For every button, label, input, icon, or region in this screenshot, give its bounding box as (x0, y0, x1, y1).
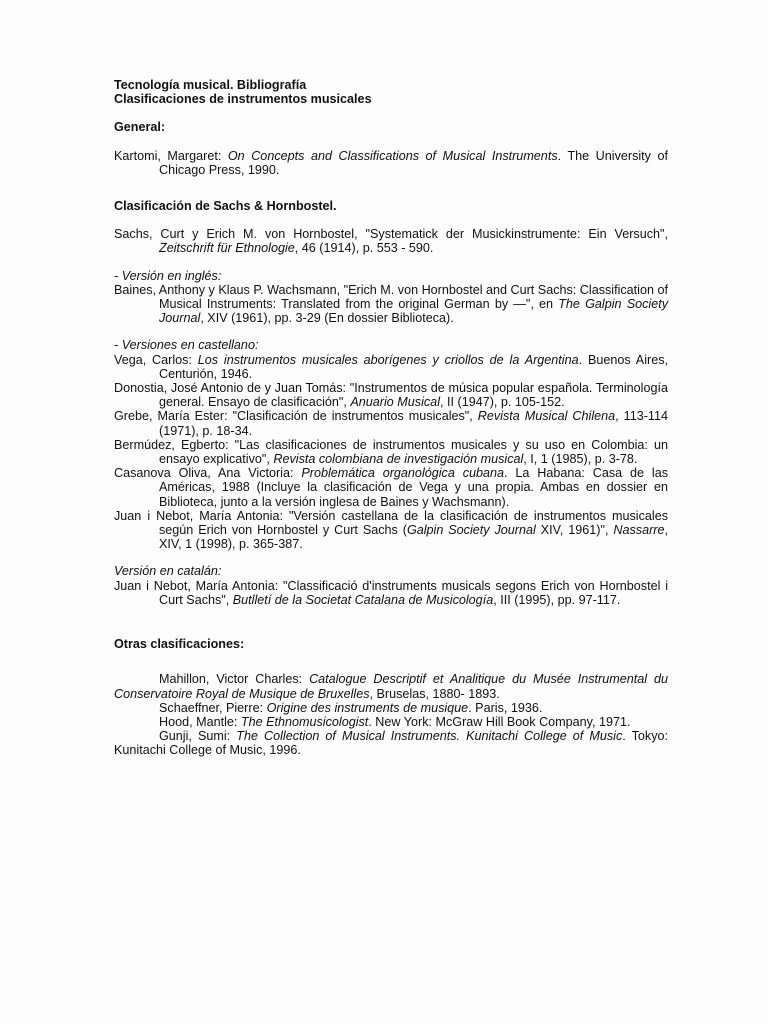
bibliography-entry-bermudez: Bermúdez, Egberto: "Las clasificaciones de instrumentos musicales y su uso en Colombia: un ensayo explicativo", Revista colombiana de investigación musical, I, 1 (1985), p. 3-78. (114, 437, 668, 467)
bibliography-entry-gunji: Gunji, Sumi: The Collection of Musical Instruments. Kunitachi College of Music. Tokyo: Kunitachi College of Music, 1996. (114, 729, 668, 758)
bibliography-entry-schaeffner: Schaeffner, Pierre: Origine des instruments de musique. Paris, 1936. (159, 700, 543, 715)
bibliography-entry-juan-nebot-castellano: Juan i Nebot, María Antonia: "Versión castellana de la clasificación de instrumentos musicales según Erich von Hornbostel y Curt Sachs (Galpin Society Journal XIV, 1961)", Nassarre, XIV, 1 (1998), p. 365-387. (114, 508, 668, 552)
section-heading-otras: Otras clasificaciones: (114, 637, 245, 652)
subsection-label-english: - Versión en inglés: (114, 268, 222, 283)
bibliography-entry-baines: Baines, Anthony y Klaus P. Wachsmann, "Erich M. von Hornbostel and Curt Sachs: Classification of Musical Instruments: Translated from the original German by —", en The Galpin Society Journal, XIV (1961), pp. 3-29 (En dossier Biblioteca). (114, 282, 668, 326)
section-heading-sachs-hornbostel: Clasificación de Sachs & Hornbostel. (114, 199, 337, 214)
subsection-label-catalan: Versión en catalán: (114, 564, 222, 579)
bibliography-entry-vega: Vega, Carlos: Los instrumentos musicales aborígenes y criollos de la Argentina. Buenos Aires, Centurión, 1946. (114, 352, 668, 381)
bibliography-entry-juan-nebot-catalan: Juan i Nebot, María Antonia: "Classificació d'instruments musicals segons Erich von Hornbostel i Curt Sachs", Butlletí de la Societat Catalana de Musicología, III (1995), pp. 97-117. (114, 578, 668, 607)
document-title: Tecnología musical. Bibliografía (114, 78, 307, 92)
section-heading-general: General: (114, 120, 166, 135)
document-subtitle: Clasificaciones de instrumentos musicales (114, 92, 372, 107)
bibliography-entry-sachs-original: Sachs, Curt y Erich M. von Hornbostel, "Systematick der Musickinstrumente: Ein Versuch", Zeitschrift für Ethnologie, 46 (1914), p. 553 - 590. (114, 227, 668, 256)
subsection-label-castellano: - Versiones en castellano: (114, 338, 259, 353)
bibliography-entry-mahillon: Mahillon, Victor Charles: Catalogue Descriptif et Analitique du Musée Instrumental du Conservatoire Royal de Musique de Bruxelles, Bruselas, 1880- 1893. (114, 672, 668, 701)
bibliography-entry-hood: Hood, Mantle: The Ethnomusicologist. New York: McGraw Hill Book Company, 1971. (159, 714, 631, 729)
bibliography-entry-grebe: Grebe, María Ester: "Clasificación de instrumentos musicales", Revista Musical Chilena, 113-114 (1971), p. 18-34. (114, 409, 668, 438)
bibliography-entry-kartomi: Kartomi, Margaret: On Concepts and Classifications of Musical Instruments. The University of Chicago Press, 1990. (114, 148, 669, 177)
bibliography-entry-donostia: Donostia, José Antonio de y Juan Tomás: "Instrumentos de música popular española. Terminología general. Ensayo de clasificación", Anuario Musical, II (1947), p. 105-152. (114, 381, 668, 410)
otras-list (114, 672, 668, 757)
bibliography-entry-casanova: Casanova Oliva, Ana Victoria: Problemática organológica cubana. La Habana: Casa de las Américas, 1988 (Incluye la clasificación de Vega y una propia. Ambas en dossier en Biblioteca, junto a la versión inglesa de Baines y Wachsmann). (114, 466, 669, 509)
